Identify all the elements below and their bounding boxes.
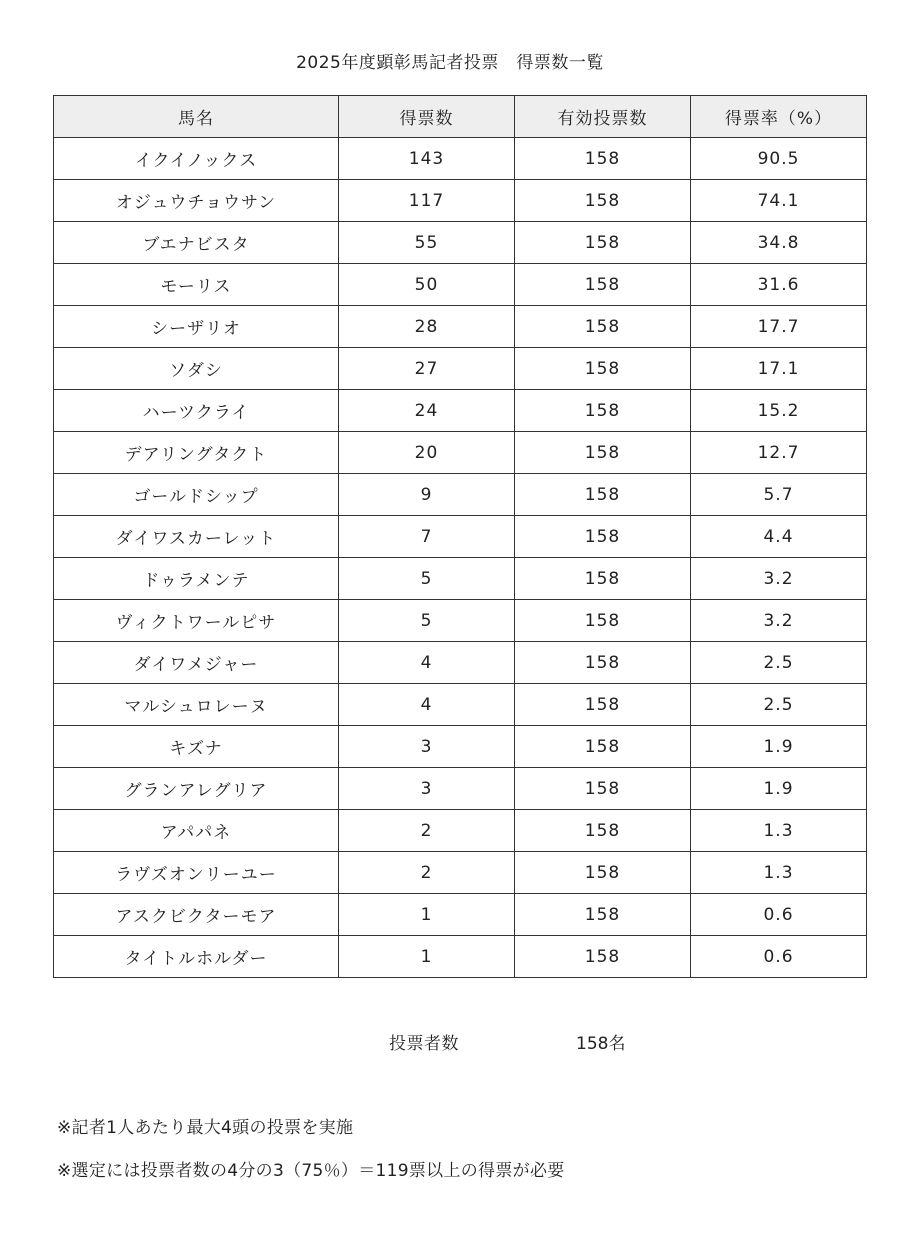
table-row	[54, 642, 867, 684]
vote-rate-cell: 31.6	[691, 264, 867, 306]
valid-votes-cell: 158	[515, 600, 691, 642]
horse-name-cell: ダイワスカーレット	[54, 516, 339, 558]
vote-rate-cell: 15.2	[691, 390, 867, 432]
horse-name-cell: モーリス	[54, 264, 339, 306]
horse-name-cell: グランアレグリア	[54, 768, 339, 810]
vote-rate-cell: 3.2	[691, 600, 867, 642]
header-votes: 得票数	[339, 96, 515, 138]
header-horse-name: 馬名	[54, 96, 339, 138]
horse-name-cell: シーザリオ	[54, 306, 339, 348]
valid-votes-cell: 158	[515, 306, 691, 348]
valid-votes-cell: 158	[515, 138, 691, 180]
valid-votes-cell: 158	[515, 894, 691, 936]
table-header-row	[54, 96, 867, 138]
table-row	[54, 726, 867, 768]
valid-votes-cell: 158	[515, 810, 691, 852]
vote-rate-cell: 0.6	[691, 936, 867, 978]
table-row	[54, 852, 867, 894]
horse-name-cell: ラヴズオンリーユー	[54, 852, 339, 894]
table-row	[54, 600, 867, 642]
table-row	[54, 936, 867, 978]
votes-cell: 50	[339, 264, 515, 306]
voter-count-value: 158名	[576, 1034, 626, 1054]
table-row	[54, 390, 867, 432]
voter-count-label: 投票者数	[389, 1034, 459, 1054]
table-row	[54, 222, 867, 264]
horse-name-cell: ゴールドシップ	[54, 474, 339, 516]
page-title: 2025年度顕彰馬記者投票 得票数一覧	[296, 53, 604, 73]
votes-cell: 9	[339, 474, 515, 516]
table-row	[54, 684, 867, 726]
votes-cell: 3	[339, 768, 515, 810]
valid-votes-cell: 158	[515, 348, 691, 390]
table-row	[54, 138, 867, 180]
header-valid-votes: 有効投票数	[515, 96, 691, 138]
horse-name-cell: ダイワメジャー	[54, 642, 339, 684]
vote-results-table	[53, 95, 867, 978]
votes-cell: 28	[339, 306, 515, 348]
table-row	[54, 306, 867, 348]
valid-votes-cell: 158	[515, 390, 691, 432]
table-row	[54, 432, 867, 474]
votes-cell: 1	[339, 936, 515, 978]
vote-rate-cell: 3.2	[691, 558, 867, 600]
table-row	[54, 768, 867, 810]
horse-name-cell: オジュウチョウサン	[54, 180, 339, 222]
votes-cell: 2	[339, 810, 515, 852]
valid-votes-cell: 158	[515, 264, 691, 306]
vote-rate-cell: 5.7	[691, 474, 867, 516]
vote-rate-cell: 4.4	[691, 516, 867, 558]
horse-name-cell: キズナ	[54, 726, 339, 768]
valid-votes-cell: 158	[515, 474, 691, 516]
votes-cell: 24	[339, 390, 515, 432]
vote-rate-cell: 2.5	[691, 642, 867, 684]
valid-votes-cell: 158	[515, 516, 691, 558]
table-row	[54, 516, 867, 558]
votes-cell: 117	[339, 180, 515, 222]
table-row	[54, 348, 867, 390]
vote-rate-cell: 17.1	[691, 348, 867, 390]
table-row	[54, 810, 867, 852]
vote-rate-cell: 74.1	[691, 180, 867, 222]
table-row	[54, 264, 867, 306]
horse-name-cell: デアリングタクト	[54, 432, 339, 474]
horse-name-cell: タイトルホルダー	[54, 936, 339, 978]
vote-rate-cell: 0.6	[691, 894, 867, 936]
vote-rate-cell: 34.8	[691, 222, 867, 264]
table-body	[54, 138, 867, 978]
horse-name-cell: アパパネ	[54, 810, 339, 852]
vote-rate-cell: 12.7	[691, 432, 867, 474]
header-vote-rate: 得票率（%）	[691, 96, 867, 138]
votes-cell: 55	[339, 222, 515, 264]
votes-cell: 3	[339, 726, 515, 768]
horse-name-cell: ソダシ	[54, 348, 339, 390]
votes-cell: 4	[339, 642, 515, 684]
horse-name-cell: イクイノックス	[54, 138, 339, 180]
votes-cell: 7	[339, 516, 515, 558]
valid-votes-cell: 158	[515, 558, 691, 600]
valid-votes-cell: 158	[515, 684, 691, 726]
valid-votes-cell: 158	[515, 432, 691, 474]
vote-rate-cell: 1.3	[691, 852, 867, 894]
votes-cell: 143	[339, 138, 515, 180]
votes-cell: 27	[339, 348, 515, 390]
votes-cell: 1	[339, 894, 515, 936]
table-row	[54, 894, 867, 936]
horse-name-cell: ブエナビスタ	[54, 222, 339, 264]
table-row	[54, 474, 867, 516]
vote-rate-cell: 2.5	[691, 684, 867, 726]
votes-cell: 5	[339, 558, 515, 600]
votes-cell: 20	[339, 432, 515, 474]
votes-cell: 5	[339, 600, 515, 642]
vote-rate-cell: 1.9	[691, 726, 867, 768]
votes-cell: 2	[339, 852, 515, 894]
valid-votes-cell: 158	[515, 936, 691, 978]
valid-votes-cell: 158	[515, 222, 691, 264]
note-selection-threshold: ※選定には投票者数の4分の3（75％）＝119票以上の得票が必要	[57, 1161, 565, 1181]
table-row	[54, 180, 867, 222]
horse-name-cell: アスクビクターモア	[54, 894, 339, 936]
valid-votes-cell: 158	[515, 768, 691, 810]
vote-rate-cell: 90.5	[691, 138, 867, 180]
valid-votes-cell: 158	[515, 180, 691, 222]
vote-rate-cell: 1.9	[691, 768, 867, 810]
valid-votes-cell: 158	[515, 726, 691, 768]
vote-rate-cell: 1.3	[691, 810, 867, 852]
horse-name-cell: マルシュロレーヌ	[54, 684, 339, 726]
valid-votes-cell: 158	[515, 852, 691, 894]
horse-name-cell: ヴィクトワールピサ	[54, 600, 339, 642]
table-row	[54, 558, 867, 600]
vote-rate-cell: 17.7	[691, 306, 867, 348]
horse-name-cell: ドゥラメンテ	[54, 558, 339, 600]
note-max-votes: ※記者1人あたり最大4頭の投票を実施	[57, 1118, 354, 1138]
votes-cell: 4	[339, 684, 515, 726]
horse-name-cell: ハーツクライ	[54, 390, 339, 432]
valid-votes-cell: 158	[515, 642, 691, 684]
